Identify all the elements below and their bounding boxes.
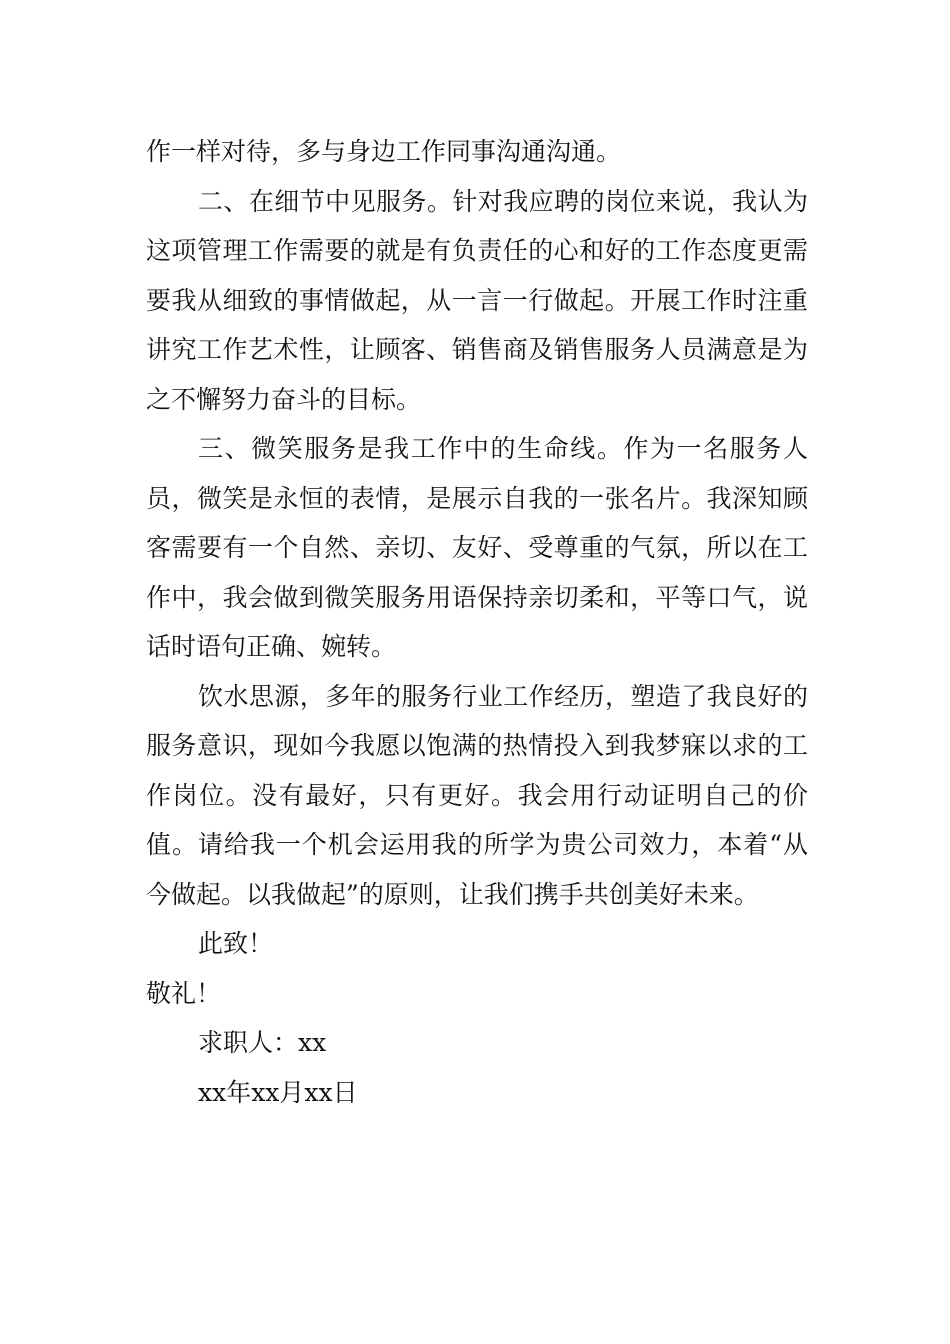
applicant-signature: 求职人：xx — [198, 1028, 327, 1057]
paragraph-smile-service: 三、微笑服务是我工作中的生命线。作为一名服务人员，微笑是永恒的表情，是展示自我的一张名片。我深知顾客需要有一个自然、亲切、友好、受尊重的气氛，所以在工作中，我会做到微笑服务用语保持亲切柔和，平等口气，说话时语句正确、婉转。 — [146, 434, 808, 661]
letter-body — [146, 127, 808, 1117]
closing-salutation: 此致！ — [198, 929, 274, 958]
paragraph-conclusion: 饮水思源，多年的服务行业工作经历，塑造了我良好的服务意识，现如今我愿以饱满的热情投入到我梦寐以求的工作岗位。没有最好，只有更好。我会用行动证明自己的价值。请给我一个机会运用我的所学为贵公司效力，本着“从今做起。以我做起”的原则，让我们携手共创美好未来。 — [146, 681, 808, 909]
paragraph-detail-service: 二、在细节中见服务。针对我应聘的岗位来说，我认为这项管理工作需要的就是有负责任的心和好的工作态度更需要我从细致的事情做起，从一言一行做起。开展工作时注重讲究工作艺术性，让顾客、销售商及销售服务人员满意是为之不懈努力奋斗的目标。 — [146, 186, 808, 414]
paragraph-continuation: 作一样对待，多与身边工作同事沟通沟通。 — [146, 137, 622, 166]
closing-regards: 敬礼！ — [146, 978, 222, 1008]
letter-date: xx年xx月xx日 — [198, 1077, 358, 1107]
